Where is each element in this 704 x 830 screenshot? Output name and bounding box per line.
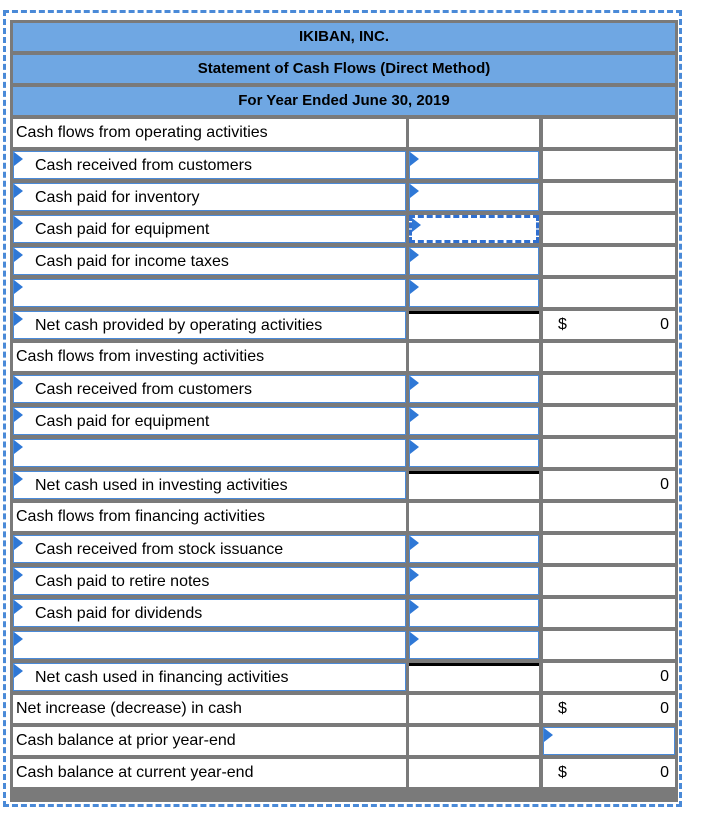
amount-cell xyxy=(409,663,539,691)
total-cell xyxy=(543,279,675,307)
amount-cell[interactable] xyxy=(409,535,539,563)
total-value: 0 xyxy=(660,764,669,781)
total-cell xyxy=(543,567,675,595)
total-cell xyxy=(543,439,675,467)
total-cell xyxy=(543,663,675,691)
row-label[interactable] xyxy=(13,439,406,467)
dollar-sign: $ xyxy=(558,700,567,717)
row-label: Cash flows from investing activities xyxy=(13,343,406,371)
row-label[interactable]: Cash paid to retire notes xyxy=(13,567,406,595)
amount-cell[interactable] xyxy=(409,439,539,467)
total-cell xyxy=(543,247,675,275)
total-cell xyxy=(543,599,675,627)
total-value: 0 xyxy=(660,316,669,333)
row-label[interactable]: Net cash used in investing activities xyxy=(13,471,406,499)
amount-cell xyxy=(409,695,539,723)
total-cell xyxy=(543,215,675,243)
row-label: Cash balance at current year-end xyxy=(13,759,406,787)
row-label[interactable] xyxy=(13,279,406,307)
amount-cell[interactable] xyxy=(409,407,539,435)
amount-cell xyxy=(409,119,539,147)
row-label[interactable]: Cash paid for equipment xyxy=(13,215,406,243)
amount-cell xyxy=(409,311,539,339)
total-cell xyxy=(543,343,675,371)
row-label: Cash balance at prior year-end xyxy=(13,727,406,755)
total-cell xyxy=(543,759,675,787)
row-label[interactable] xyxy=(13,631,406,659)
total-cell xyxy=(543,407,675,435)
total-cell xyxy=(543,119,675,147)
amount-cell[interactable] xyxy=(409,599,539,627)
total-value: 0 xyxy=(660,700,669,717)
total-cell xyxy=(543,151,675,179)
amount-cell xyxy=(409,471,539,499)
cash-flow-worksheet xyxy=(10,20,678,802)
total-value: 0 xyxy=(660,476,669,493)
row-label[interactable]: Cash paid for income taxes xyxy=(13,247,406,275)
amount-cell xyxy=(409,759,539,787)
amount-cell xyxy=(409,503,539,531)
row-label: Cash flows from operating activities xyxy=(13,119,406,147)
total-cell xyxy=(543,311,675,339)
amount-cell[interactable] xyxy=(409,279,539,307)
dollar-sign: $ xyxy=(558,764,567,781)
amount-cell[interactable] xyxy=(409,631,539,659)
row-label: Net increase (decrease) in cash xyxy=(13,695,406,723)
amount-cell[interactable] xyxy=(409,247,539,275)
row-label: Cash flows from financing activities xyxy=(13,503,406,531)
amount-cell[interactable] xyxy=(409,183,539,211)
row-label[interactable]: Cash received from stock issuance xyxy=(13,535,406,563)
row-label[interactable]: Net cash used in financing activities xyxy=(13,663,406,691)
total-cell xyxy=(543,503,675,531)
row-label[interactable]: Cash paid for dividends xyxy=(13,599,406,627)
total-cell xyxy=(543,183,675,211)
total-cell xyxy=(543,695,675,723)
statement-title: Statement of Cash Flows (Direct Method) xyxy=(13,55,675,83)
amount-cell[interactable] xyxy=(409,375,539,403)
row-label[interactable]: Cash received from customers xyxy=(13,375,406,403)
row-label[interactable]: Cash received from customers xyxy=(13,151,406,179)
row-label[interactable]: Cash paid for inventory xyxy=(13,183,406,211)
total-cell xyxy=(543,375,675,403)
dollar-sign: $ xyxy=(558,316,567,333)
amount-cell xyxy=(409,343,539,371)
total-cell xyxy=(543,631,675,659)
total-cell xyxy=(543,471,675,499)
amount-cell[interactable] xyxy=(409,151,539,179)
total-cell xyxy=(543,535,675,563)
statement-period: For Year Ended June 30, 2019 xyxy=(13,87,675,115)
amount-cell[interactable] xyxy=(409,567,539,595)
amount-cell[interactable] xyxy=(409,215,539,243)
total-cell[interactable] xyxy=(543,727,675,755)
amount-cell xyxy=(409,727,539,755)
row-label[interactable]: Net cash provided by operating activities xyxy=(13,311,406,339)
company-name: IKIBAN, INC. xyxy=(13,23,675,51)
row-label[interactable]: Cash paid for equipment xyxy=(13,407,406,435)
total-value: 0 xyxy=(660,668,669,685)
